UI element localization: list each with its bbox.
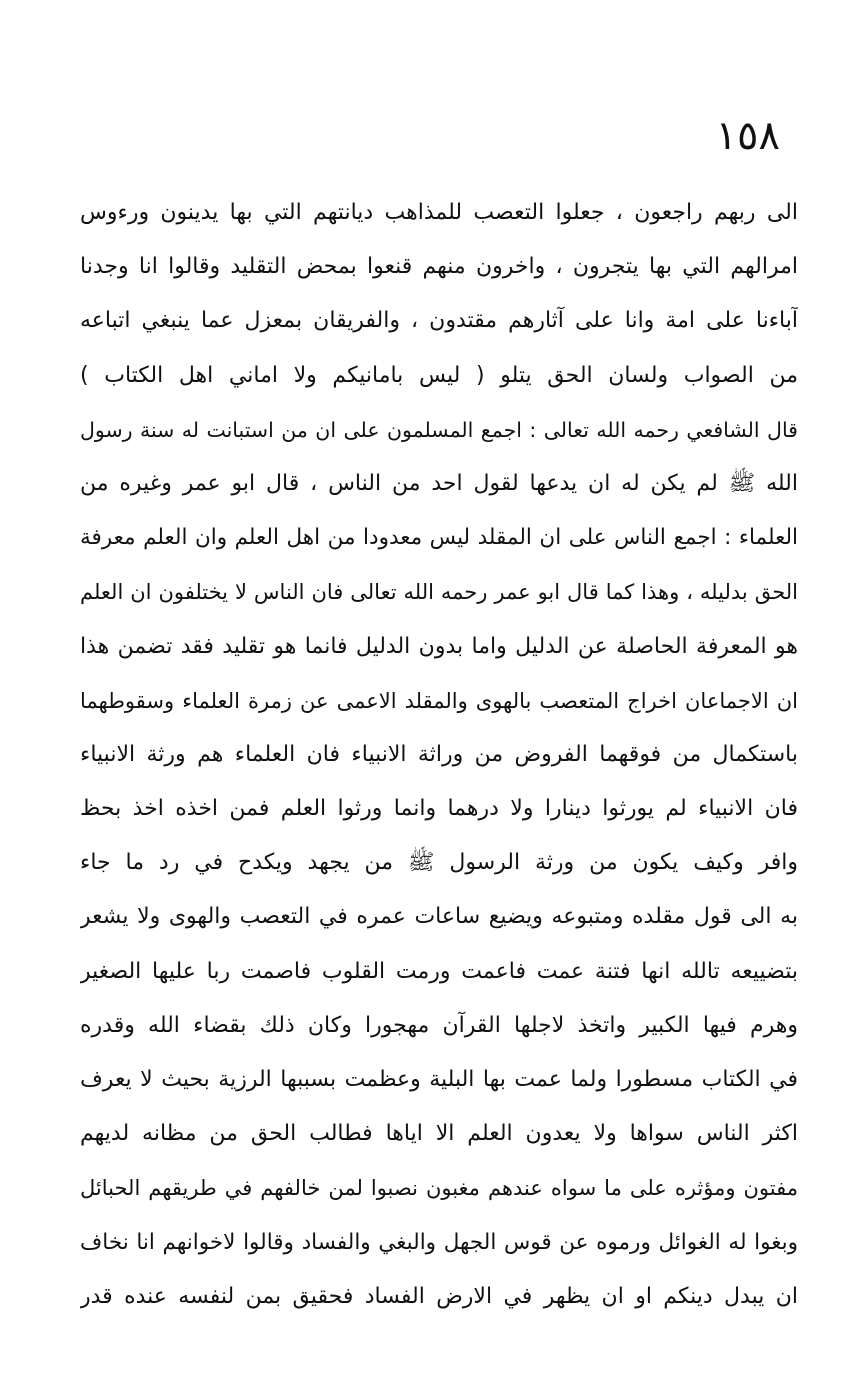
text-line-12: فان الانبياء لم يورثوا دينارا ولا درهما وانما ورثوا العلم فمن اخذه اخذ بحظ — [80, 796, 798, 822]
text-line-5: قال الشافعي رحمه الله تعالى : اجمع المسلمون على ان من استبانت له سنة رسول — [80, 417, 798, 442]
text-line-2: امرالهم التي بها يتجرون ، واخرون منهم قنعوا بمحض التقليد وقالوا انا وجدنا — [80, 254, 798, 280]
page-number: ١٥٨ — [715, 113, 780, 159]
text-line-7: العلماء : اجمع الناس على ان المقلد ليس معدودا من اهل العلم وان العلم معرفة — [80, 525, 798, 551]
text-line-11: باستكمال من فوقهما الفروض من وراثة الانبياء فان العلماء هم ورثة الانبياء — [80, 741, 798, 767]
text-line-1: الى ربهم راجعون ، جعلوا التعصب للمذاهب ديانتهم التي بها يدينون ورءوس — [80, 200, 798, 225]
body-text — [80, 186, 798, 1324]
text-line-6: الله ﷺ لم يكن له ان يدعها لقول احد من الناس ، قال ابو عمر وغيره من — [80, 470, 798, 496]
text-line-21: ان يبدل دينكم او ان يظهر في الارض الفساد فحقيق بمن لنفسه عنده قدر — [80, 1283, 798, 1309]
text-line-17: في الكتاب مسطورا ولما عمت بها البلية وعظمت بسببها الرزية بحيث لا يعرف — [80, 1067, 798, 1092]
text-line-16: وهرم فيها الكبير واتخذ لاجلها القرآن مهجورا وكان ذلك بقضاء الله وقدره — [80, 1012, 798, 1038]
text-line-8: الحق بدليله ، وهذا كما قال ابو عمر رحمه الله تعالى فان الناس لا يختلفون ان العلم — [80, 580, 798, 605]
text-line-14: به الى قول مقلده ومتبوعه ويضيع ساعات عمره في التعصب والهوى ولا يشعر — [80, 904, 798, 930]
text-line-13: وافر وكيف يكون من ورثة الرسول ﷺ من يجهد ويكدح في رد ما جاء — [80, 850, 798, 876]
text-line-9: هو المعرفة الحاصلة عن الدليل واما بدون الدليل فانما هو تقليد فقد تضمن هذا — [80, 633, 798, 659]
text-line-4: من الصواب ولسان الحق يتلو ( ليس بامانيكم ولا اماني اهل الكتاب ) — [80, 362, 798, 388]
text-line-15: بتضييعه تالله انها فتنة عمت فاعمت ورمت القلوب فاصمت ربا عليها الصغير — [80, 958, 798, 984]
text-line-18: اكثر الناس سواها ولا يعدون العلم الا اياها فطالب الحق من مظانه لديهم — [80, 1121, 798, 1147]
text-line-10: ان الاجماعان اخراج المتعصب بالهوى والمقلد الاعمى عن زمرة العلماء وسقوطهما — [80, 688, 798, 713]
text-line-19: مفتون ومؤثره على ما سواه عندهم مغبون نصبوا لمن خالفهم في طريقهم الحبائل — [80, 1176, 798, 1201]
text-line-20: وبغوا له الغوائل ورموه عن قوس الجهل والبغي والفساد وقالوا لاخوانهم انا نخاف — [80, 1229, 798, 1255]
text-line-3: آباءنا على امة وانا على آثارهم مقتدون ، والفريقان بمعزل عما ينبغي اتباعه — [80, 308, 798, 334]
